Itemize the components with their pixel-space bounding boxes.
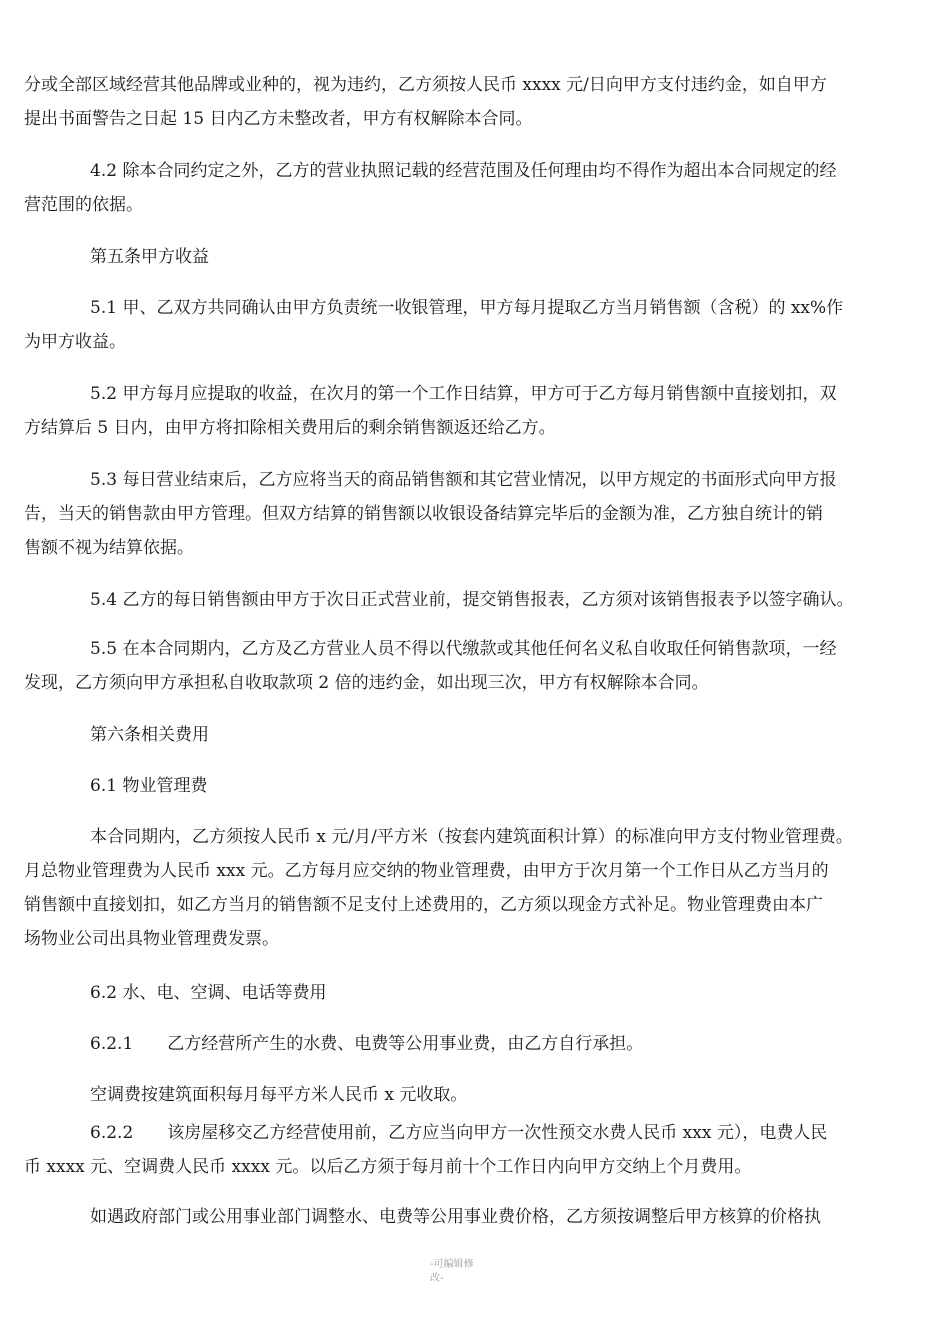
text-line: 6.2 水、电、空调、电话等费用	[90, 983, 327, 1003]
section-heading-article-5	[24, 240, 924, 274]
subheading-6-2	[24, 976, 924, 1010]
paragraph-5-2	[24, 377, 924, 445]
paragraph-air-conditioning-fee	[24, 1078, 924, 1112]
paragraph-property-fee	[24, 820, 924, 956]
paragraph-5-4	[24, 583, 924, 617]
text-line: 售额不视为结算依据。	[24, 538, 194, 558]
page-footer	[430, 1258, 520, 1286]
paragraph-price-adjustment	[24, 1200, 924, 1234]
paragraph-5-3	[24, 463, 924, 565]
text-line: 空调费按建筑面积每月每平方米人民币 x 元收取。	[90, 1085, 468, 1105]
subheading-6-1	[24, 769, 924, 803]
text-line: 6.1 物业管理费	[90, 776, 208, 796]
text-line: 告，当天的销售款由甲方管理。但双方结算的销售额以收银设备结算完毕后的金额为准，乙方独自统计的销	[24, 504, 823, 524]
text-line: 币 xxxx 元、空调费人民币 xxxx 元。以后乙方须于每月前十个工作日内向甲方交纳上个月费用。	[24, 1157, 752, 1177]
footer-line: 改-	[430, 1273, 444, 1284]
paragraph-5-1	[24, 291, 924, 359]
text-line: 本合同期内，乙方须按人民币 x 元/月/平方米（按套内建筑面积计算）的标准向甲方支付物业管理费。	[90, 827, 853, 847]
paragraph-penalty-clause	[24, 68, 924, 136]
text-line: 方结算后 5 日内，由甲方将扣除相关费用后的剩余销售额返还给乙方。	[24, 418, 556, 438]
text-line: 发现，乙方须向甲方承担私自收取款项 2 倍的违约金，如出现三次，甲方有权解除本合同。	[24, 673, 709, 693]
paragraph-5-5	[24, 632, 924, 700]
text-line: 5.4 乙方的每日销售额由甲方于次日正式营业前，提交销售报表，乙方须对该销售报表予以签字确认。	[90, 590, 854, 610]
text-line: 如遇政府部门或公用事业部门调整水、电费等公用事业费价格，乙方须按调整后甲方核算的价格执	[90, 1207, 821, 1227]
text-line: 为甲方收益。	[24, 332, 126, 352]
text-line: 6.2.2 该房屋移交乙方经营使用前，乙方应当向甲方一次性预交水费人民币 xxx 元），电费人民	[90, 1123, 828, 1143]
text-line: 5.3 每日营业结束后，乙方应将当天的商品销售额和其它营业情况，以甲方规定的书面形式向甲方报	[90, 470, 837, 490]
paragraph-6-2-1	[24, 1027, 924, 1061]
footer-line: -可编辑修	[430, 1259, 474, 1270]
text-line: 销售额中直接划扣，如乙方当月的销售额不足支付上述费用的，乙方须以现金方式补足。物业管理费由本广	[24, 895, 823, 915]
text-line: 5.2 甲方每月应提取的收益，在次月的第一个工作日结算，甲方可于乙方每月销售额中直接划扣，双	[90, 384, 837, 404]
text-line: 营范围的依据。	[24, 195, 143, 215]
text-line: 场物业公司出具物业管理费发票。	[24, 929, 279, 949]
text-line: 5.1 甲、乙双方共同确认由甲方负责统一收银管理，甲方每月提取乙方当月销售额（含税）的 xx%作	[90, 298, 844, 318]
text-line: 第六条相关费用	[90, 725, 209, 745]
text-line: 5.5 在本合同期内，乙方及乙方营业人员不得以代缴款或其他任何名义私自收取任何销售款项，一经	[90, 639, 837, 659]
text-line: 月总物业管理费为人民币 xxx 元。乙方每月应交纳的物业管理费，由甲方于次月第一个工作日从乙方当月的	[24, 861, 829, 881]
text-line: 6.2.1 乙方经营所产生的水费、电费等公用事业费，由乙方自行承担。	[90, 1034, 644, 1054]
text-line: 分或全部区域经营其他品牌或业种的，视为违约，乙方须按人民币 xxxx 元/日向甲方支付违约金，如自甲方	[24, 75, 827, 95]
text-line: 4.2 除本合同约定之外，乙方的营业执照记载的经营范围及任何理由均不得作为超出本合同规定的经	[90, 161, 837, 181]
section-heading-article-6	[24, 718, 924, 752]
text-line: 提出书面警告之日起 15 日内乙方未整改者，甲方有权解除本合同。	[24, 109, 533, 129]
paragraph-4-2	[24, 154, 924, 222]
text-line: 第五条甲方收益	[90, 247, 209, 267]
paragraph-6-2-2	[24, 1116, 924, 1184]
